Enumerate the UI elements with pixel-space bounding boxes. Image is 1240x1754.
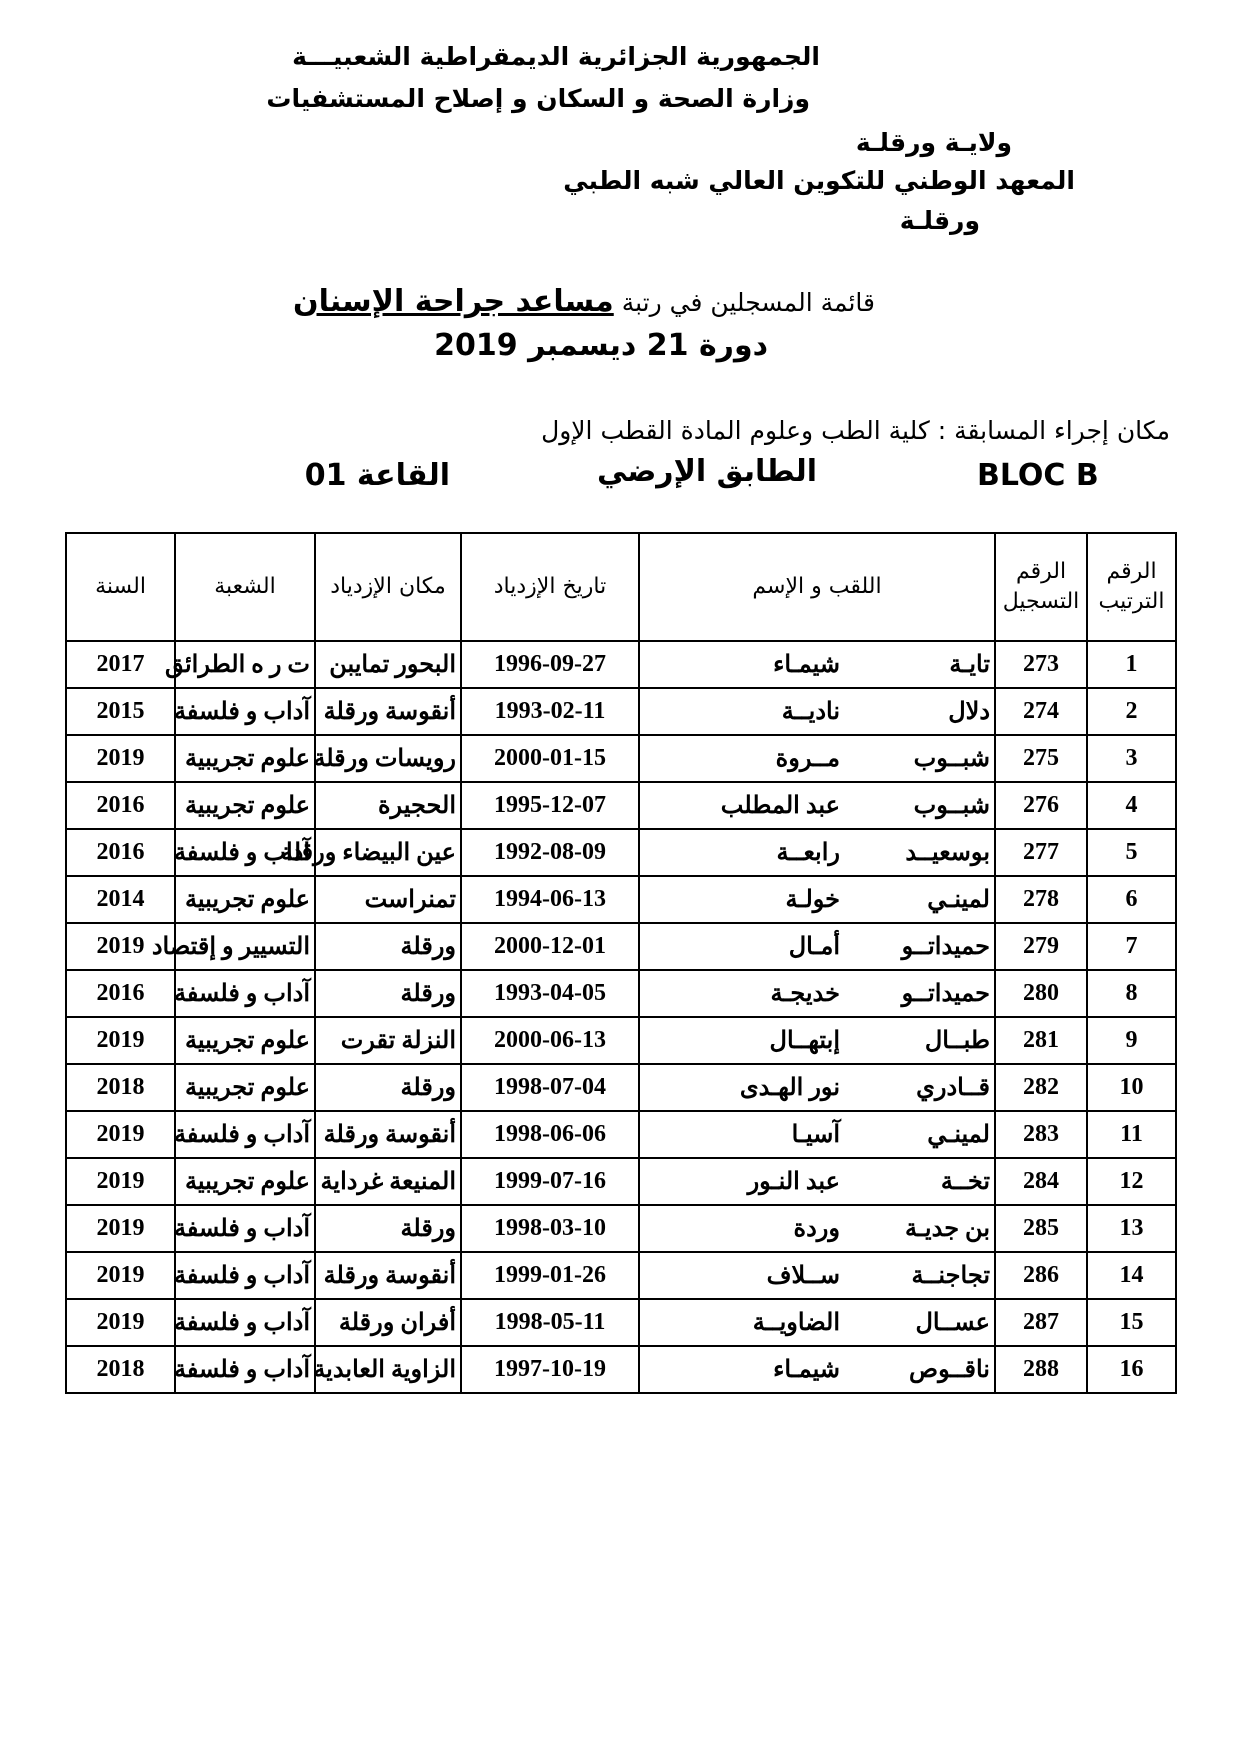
cell-registration: 279 bbox=[995, 923, 1087, 970]
cell-registration: 274 bbox=[995, 688, 1087, 735]
cell-last-name: حميداتــو bbox=[901, 981, 990, 1007]
cell-name bbox=[639, 1252, 995, 1299]
cell-year: 2017 bbox=[66, 641, 175, 688]
cell-registration: 285 bbox=[995, 1205, 1087, 1252]
table-row bbox=[66, 1346, 1176, 1393]
ministry-name: وزارة الصحة و السكان و إصلاح المستشفيات bbox=[266, 84, 810, 113]
cell-birth-date: 2000-01-15 bbox=[461, 735, 639, 782]
cell-branch: علوم تجريبية bbox=[175, 1064, 315, 1111]
cell-birth-date: 2000-12-01 bbox=[461, 923, 639, 970]
cell-rank: 10 bbox=[1087, 1064, 1176, 1111]
cell-last-name: شبــوب bbox=[913, 793, 990, 819]
table-row bbox=[66, 923, 1176, 970]
table-row bbox=[66, 1111, 1176, 1158]
cell-first-name: أمـال bbox=[788, 934, 840, 960]
cell-rank: 4 bbox=[1087, 782, 1176, 829]
cell-branch: آداب و فلسفة bbox=[175, 1346, 315, 1393]
cell-last-name: لمينـي bbox=[927, 1122, 990, 1148]
cell-registration: 275 bbox=[995, 735, 1087, 782]
cell-first-name: شيمـاء bbox=[773, 1357, 840, 1383]
cell-year: 2016 bbox=[66, 970, 175, 1017]
cell-first-name: خديجـة bbox=[770, 981, 840, 1007]
cell-first-name: ناديــة bbox=[781, 699, 840, 725]
exam-location: مكان إجراء المسابقة : كلية الطب وعلوم المادة القطب الإول bbox=[541, 416, 1170, 445]
cell-registration: 277 bbox=[995, 829, 1087, 876]
cell-year: 2018 bbox=[66, 1346, 175, 1393]
table-row bbox=[66, 782, 1176, 829]
cell-name bbox=[639, 970, 995, 1017]
list-title-lead: قائمة المسجلين في رتبة bbox=[613, 288, 875, 317]
cell-last-name: دلال bbox=[948, 699, 990, 725]
cell-registration: 288 bbox=[995, 1346, 1087, 1393]
cell-year: 2019 bbox=[66, 1299, 175, 1346]
cell-branch: ت ر ه الطرائق bbox=[175, 641, 315, 688]
cell-birth-date: 1995-12-07 bbox=[461, 782, 639, 829]
table-row bbox=[66, 688, 1176, 735]
cell-year: 2019 bbox=[66, 735, 175, 782]
cell-first-name: عبد النـور bbox=[747, 1169, 840, 1195]
cell-last-name: طبــال bbox=[924, 1028, 990, 1054]
table-header-row bbox=[66, 533, 1176, 641]
cell-name bbox=[639, 641, 995, 688]
cell-year: 2014 bbox=[66, 876, 175, 923]
cell-first-name: وردة bbox=[793, 1216, 840, 1242]
cell-birth-place: عين البيضاء ورقلة bbox=[315, 829, 461, 876]
table-row bbox=[66, 1252, 1176, 1299]
cell-year: 2016 bbox=[66, 829, 175, 876]
cell-name bbox=[639, 1017, 995, 1064]
cell-last-name: حميداتــو bbox=[901, 934, 990, 960]
cell-last-name: قــادري bbox=[916, 1075, 990, 1101]
cell-branch: آداب و فلسفة bbox=[175, 1299, 315, 1346]
cell-year: 2019 bbox=[66, 1252, 175, 1299]
cell-last-name: بن جديـة bbox=[905, 1216, 990, 1242]
cell-birth-place: ورقلة bbox=[315, 923, 461, 970]
cell-birth-date: 1997-10-19 bbox=[461, 1346, 639, 1393]
cell-birth-date: 2000-06-13 bbox=[461, 1017, 639, 1064]
cell-birth-date: 1992-08-09 bbox=[461, 829, 639, 876]
cell-year: 2019 bbox=[66, 1158, 175, 1205]
cell-branch: آداب و فلسفة bbox=[175, 1111, 315, 1158]
candidates-table bbox=[65, 532, 1177, 1394]
header-rank: الرقم الترتيب bbox=[1087, 533, 1176, 641]
cell-name bbox=[639, 829, 995, 876]
cell-first-name: ســلاف bbox=[766, 1263, 840, 1289]
cell-registration: 286 bbox=[995, 1252, 1087, 1299]
cell-name bbox=[639, 735, 995, 782]
cell-birth-date: 1998-03-10 bbox=[461, 1205, 639, 1252]
room-label: القاعة 01 bbox=[304, 458, 450, 493]
cell-branch: علوم تجريبية bbox=[175, 1158, 315, 1205]
session-date: دورة 21 ديسمبر 2019 bbox=[434, 328, 768, 363]
cell-branch: علوم تجريبية bbox=[175, 735, 315, 782]
table-row bbox=[66, 1017, 1176, 1064]
cell-name bbox=[639, 1346, 995, 1393]
city-name: ورقلـة bbox=[899, 206, 980, 235]
table-row bbox=[66, 1205, 1176, 1252]
table-row bbox=[66, 1299, 1176, 1346]
institute-name: المعهد الوطني للتكوين العالي شبه الطبي bbox=[563, 166, 1075, 195]
cell-first-name: رابعــة bbox=[776, 840, 840, 866]
cell-rank: 5 bbox=[1087, 829, 1176, 876]
cell-birth-date: 1998-07-04 bbox=[461, 1064, 639, 1111]
header-birth-date: تاريخ الإزدياد bbox=[461, 533, 639, 641]
cell-birth-date: 1998-05-11 bbox=[461, 1299, 639, 1346]
cell-rank: 15 bbox=[1087, 1299, 1176, 1346]
cell-name bbox=[639, 782, 995, 829]
cell-first-name: شيمـاء bbox=[773, 652, 840, 678]
cell-birth-place: أنقوسة ورقلة bbox=[315, 688, 461, 735]
cell-year: 2016 bbox=[66, 782, 175, 829]
cell-name bbox=[639, 1064, 995, 1111]
cell-first-name: خولـة bbox=[785, 887, 840, 913]
header-branch: الشعبة bbox=[175, 533, 315, 641]
cell-birth-place: النزلة تقرت bbox=[315, 1017, 461, 1064]
cell-registration: 280 bbox=[995, 970, 1087, 1017]
cell-branch: علوم تجريبية bbox=[175, 1017, 315, 1064]
cell-year: 2015 bbox=[66, 688, 175, 735]
cell-year: 2019 bbox=[66, 923, 175, 970]
cell-birth-place: الزاوية العابدية bbox=[315, 1346, 461, 1393]
wilaya-name: ولايـة ورقلـة bbox=[855, 128, 1012, 157]
cell-first-name: الضاويــة bbox=[752, 1310, 840, 1336]
cell-first-name: عبد المطلب bbox=[720, 793, 840, 819]
cell-birth-date: 1999-07-16 bbox=[461, 1158, 639, 1205]
cell-last-name: عســال bbox=[915, 1310, 990, 1336]
cell-last-name: بوسعيــد bbox=[905, 840, 990, 866]
cell-name bbox=[639, 923, 995, 970]
cell-name bbox=[639, 1205, 995, 1252]
cell-birth-date: 1998-06-06 bbox=[461, 1111, 639, 1158]
cell-birth-date: 1996-09-27 bbox=[461, 641, 639, 688]
cell-last-name: شبــوب bbox=[913, 746, 990, 772]
cell-year: 2019 bbox=[66, 1111, 175, 1158]
cell-name bbox=[639, 1111, 995, 1158]
cell-year: 2019 bbox=[66, 1017, 175, 1064]
table-row bbox=[66, 641, 1176, 688]
table-row bbox=[66, 1064, 1176, 1111]
cell-branch: آداب و فلسفة bbox=[175, 829, 315, 876]
header-year: السنة bbox=[66, 533, 175, 641]
cell-branch: آداب و فلسفة bbox=[175, 970, 315, 1017]
list-title bbox=[293, 284, 875, 319]
cell-rank: 13 bbox=[1087, 1205, 1176, 1252]
cell-rank: 14 bbox=[1087, 1252, 1176, 1299]
cell-name bbox=[639, 876, 995, 923]
cell-birth-place: البحور تمايبن bbox=[315, 641, 461, 688]
rank-title: مساعد جراحة الإسنان bbox=[293, 284, 614, 319]
cell-rank: 1 bbox=[1087, 641, 1176, 688]
table-row bbox=[66, 970, 1176, 1017]
cell-birth-place: أنقوسة ورقلة bbox=[315, 1252, 461, 1299]
table-row bbox=[66, 735, 1176, 782]
cell-birth-place: أفران ورقلة bbox=[315, 1299, 461, 1346]
cell-registration: 284 bbox=[995, 1158, 1087, 1205]
cell-birth-place: المنيعة غرداية bbox=[315, 1158, 461, 1205]
cell-year: 2018 bbox=[66, 1064, 175, 1111]
cell-name bbox=[639, 688, 995, 735]
header-name: اللقب و الإسم bbox=[639, 533, 995, 641]
header-registration: الرقم التسجيل bbox=[995, 533, 1087, 641]
cell-rank: 11 bbox=[1087, 1111, 1176, 1158]
republic-name: الجمهورية الجزائرية الديمقراطية الشعبيـــة bbox=[292, 42, 820, 71]
cell-name bbox=[639, 1299, 995, 1346]
cell-registration: 276 bbox=[995, 782, 1087, 829]
cell-year: 2019 bbox=[66, 1205, 175, 1252]
cell-rank: 8 bbox=[1087, 970, 1176, 1017]
table-row bbox=[66, 876, 1176, 923]
cell-registration: 273 bbox=[995, 641, 1087, 688]
cell-rank: 16 bbox=[1087, 1346, 1176, 1393]
cell-birth-date: 1993-02-11 bbox=[461, 688, 639, 735]
cell-birth-place: ورقلة bbox=[315, 970, 461, 1017]
floor-label: الطابق الإرضي bbox=[596, 454, 817, 489]
bloc-label: BLOC B bbox=[977, 458, 1099, 493]
cell-branch: آداب و فلسفة bbox=[175, 688, 315, 735]
cell-last-name: تجاجنــة bbox=[911, 1263, 990, 1289]
cell-registration: 283 bbox=[995, 1111, 1087, 1158]
cell-last-name: لمينـي bbox=[927, 887, 990, 913]
cell-birth-place: الحجيرة bbox=[315, 782, 461, 829]
cell-birth-place: تمنراست bbox=[315, 876, 461, 923]
cell-branch: علوم تجريبية bbox=[175, 782, 315, 829]
cell-last-name: ناقــوص bbox=[909, 1357, 990, 1383]
cell-branch: التسيير و إقتصاد bbox=[175, 923, 315, 970]
cell-birth-date: 1994-06-13 bbox=[461, 876, 639, 923]
cell-rank: 2 bbox=[1087, 688, 1176, 735]
cell-branch: آداب و فلسفة bbox=[175, 1252, 315, 1299]
cell-birth-date: 1999-01-26 bbox=[461, 1252, 639, 1299]
cell-name bbox=[639, 1158, 995, 1205]
cell-rank: 9 bbox=[1087, 1017, 1176, 1064]
cell-last-name: تايـة bbox=[949, 652, 990, 678]
cell-registration: 282 bbox=[995, 1064, 1087, 1111]
cell-first-name: آسيـا bbox=[791, 1122, 840, 1148]
cell-birth-date: 1993-04-05 bbox=[461, 970, 639, 1017]
cell-registration: 281 bbox=[995, 1017, 1087, 1064]
cell-birth-place: ورقلة bbox=[315, 1064, 461, 1111]
header-birth-place: مكان الإزدياد bbox=[315, 533, 461, 641]
table-row bbox=[66, 829, 1176, 876]
cell-first-name: إبتهــال bbox=[769, 1028, 840, 1054]
cell-registration: 278 bbox=[995, 876, 1087, 923]
cell-rank: 7 bbox=[1087, 923, 1176, 970]
cell-branch: آداب و فلسفة bbox=[175, 1205, 315, 1252]
cell-birth-place: أنقوسة ورقلة bbox=[315, 1111, 461, 1158]
cell-first-name: نور الهـدى bbox=[739, 1075, 840, 1101]
cell-birth-place: رويسات ورقلة bbox=[315, 735, 461, 782]
cell-registration: 287 bbox=[995, 1299, 1087, 1346]
table-row bbox=[66, 1158, 1176, 1205]
cell-first-name: مــروة bbox=[775, 746, 840, 772]
cell-last-name: تخــة bbox=[940, 1169, 990, 1195]
cell-rank: 6 bbox=[1087, 876, 1176, 923]
cell-branch: علوم تجريبية bbox=[175, 876, 315, 923]
cell-rank: 3 bbox=[1087, 735, 1176, 782]
cell-rank: 12 bbox=[1087, 1158, 1176, 1205]
cell-birth-place: ورقلة bbox=[315, 1205, 461, 1252]
